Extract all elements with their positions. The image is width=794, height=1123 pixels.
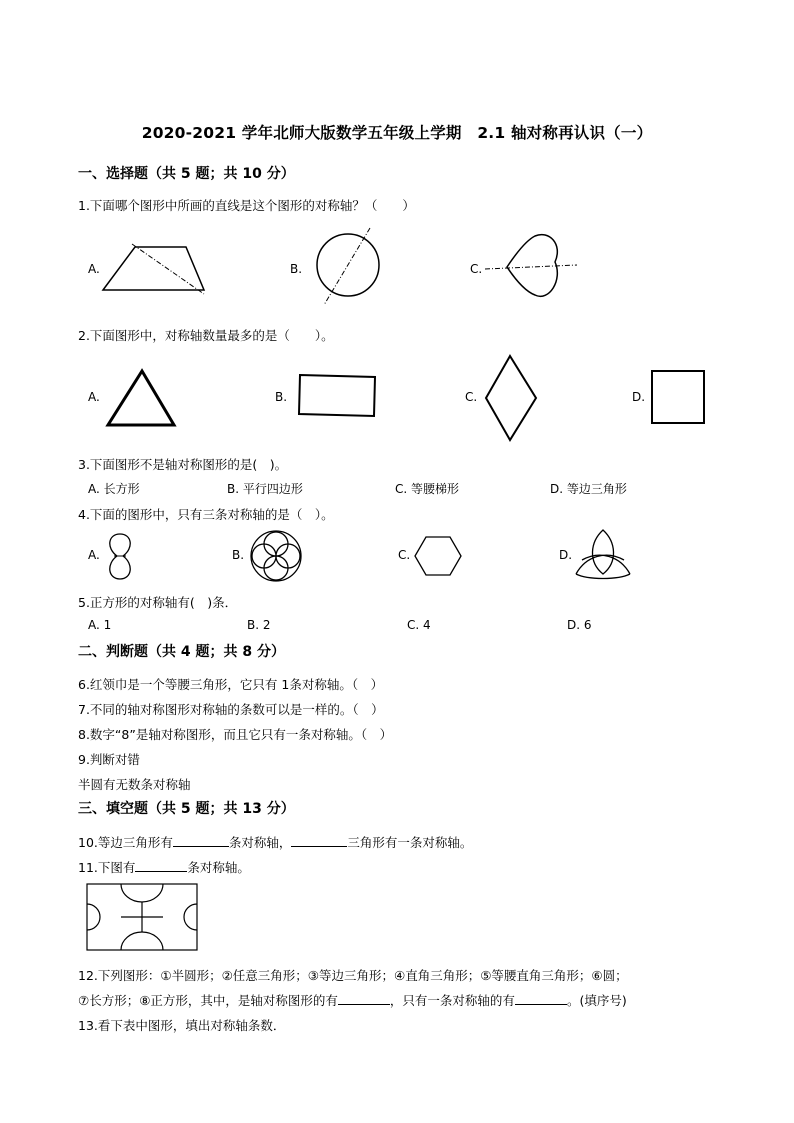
question-8: 8.数字“8”是轴对称图形，而且它只有一条对称轴。（ ） [78,727,393,742]
question-5: 5.正方形的对称轴有( )条． [78,595,238,610]
q1-option-a-label: A. [88,262,100,276]
question-1: 1.下面哪个图形中所画的直线是这个图形的对称轴？（ ） [78,198,415,213]
q5-option-d: D. 6 [567,618,592,632]
q3-option-c: C. 等腰梯形 [395,482,460,496]
question-9: 9.判断对错 [78,752,140,767]
q2-option-d-label: D. [632,390,646,404]
question-6: 6.红领巾是一个等腰三角形，它只有 1条对称轴。（ ） [78,677,384,692]
q11-text-2: 条对称轴。 [187,860,250,875]
q4-four-circles-figure [248,528,304,584]
q1-circle-figure [310,227,380,307]
q12-text-2: ，只有一条对称轴的有 [389,993,515,1008]
question-12-line-2 [78,991,627,1009]
question-11 [78,858,250,876]
q2-option-c-label: C. [465,390,478,404]
page-title: 2020-2021 学年北师大版数学五年级上学期 2.1 轴对称再认识（一） [141,124,653,142]
question-9-statement: 半圆有无数条对称轴 [78,777,191,792]
section-heading-choice: 一、选择题（共 5 题；共 10 分） [78,166,295,182]
q4-bulb-figure [102,532,138,582]
q5-option-a: A. 1 [88,618,112,632]
q1-option-b-label: B. [290,262,303,276]
q10-blank-1[interactable] [173,834,229,847]
q11-text-1: 11.下图有 [78,860,136,875]
q1-option-c-label: C. [470,262,483,276]
q11-rectangle-arcs-figure [85,882,199,952]
section-heading-fill: 三、填空题（共 5 题；共 13 分） [78,801,295,817]
q2-triangle-figure [105,368,177,430]
q3-option-a: A. 长方形 [88,482,140,496]
q2-option-b-label: B. [275,390,288,404]
q12-blank-2[interactable] [515,992,567,1005]
q4-option-c-label: C. [398,548,411,562]
q4-option-d-label: D. [559,548,573,562]
q3-option-d: D. 等边三角形 [550,482,627,496]
question-7: 7.不同的轴对称图形对称轴的条数可以是一样的。（ ） [78,702,384,717]
section-heading-judgement: 二、判断题（共 4 题；共 8 分） [78,644,285,660]
q2-option-a-label: A. [88,390,100,404]
q1-heart-figure [485,232,580,302]
q12-text-1: ⑦长方形；⑧正方形，其中，是轴对称图形的有 [78,993,338,1008]
q11-blank[interactable] [135,859,187,872]
q1-trapezoid-figure [100,242,210,297]
question-10 [78,833,472,851]
q3-option-b: B. 平行四边形 [227,482,303,496]
q10-text-2: 条对称轴， [228,835,292,850]
q12-blank-1[interactable] [338,992,390,1005]
q2-rectangle-figure [297,372,379,419]
q2-rhombus-figure [483,353,539,443]
q5-option-b: B. 2 [247,618,271,632]
question-12: 12.下列图形：①半圆形；②任意三角形；③等边三角形；④直角三角形；⑤等腰直角三角形；⑥圆； [78,968,628,983]
q4-triquetra-figure [574,528,632,580]
q4-option-a-label: A. [88,548,100,562]
question-4: 4.下面的图形中，只有三条对称轴的是（ ）。 [78,507,334,522]
question-2: 2.下面图形中，对称轴数量最多的是（ ）。 [78,328,334,343]
q10-text-3: 三角形有一条对称轴。 [347,835,473,850]
q4-hexagon-figure [413,535,463,577]
question-3: 3.下面图形不是轴对称图形的是( )。 [78,457,288,472]
q5-option-c: C. 4 [407,618,431,632]
q10-text-1: 10.等边三角形有 [78,835,173,850]
q2-square-figure [649,368,707,426]
q4-option-b-label: B. [232,548,245,562]
q10-blank-2[interactable] [291,834,347,847]
question-13: 13.看下表中图形，填出对称轴条数． [78,1018,286,1033]
q12-text-3: 。(填序号) [566,993,627,1008]
